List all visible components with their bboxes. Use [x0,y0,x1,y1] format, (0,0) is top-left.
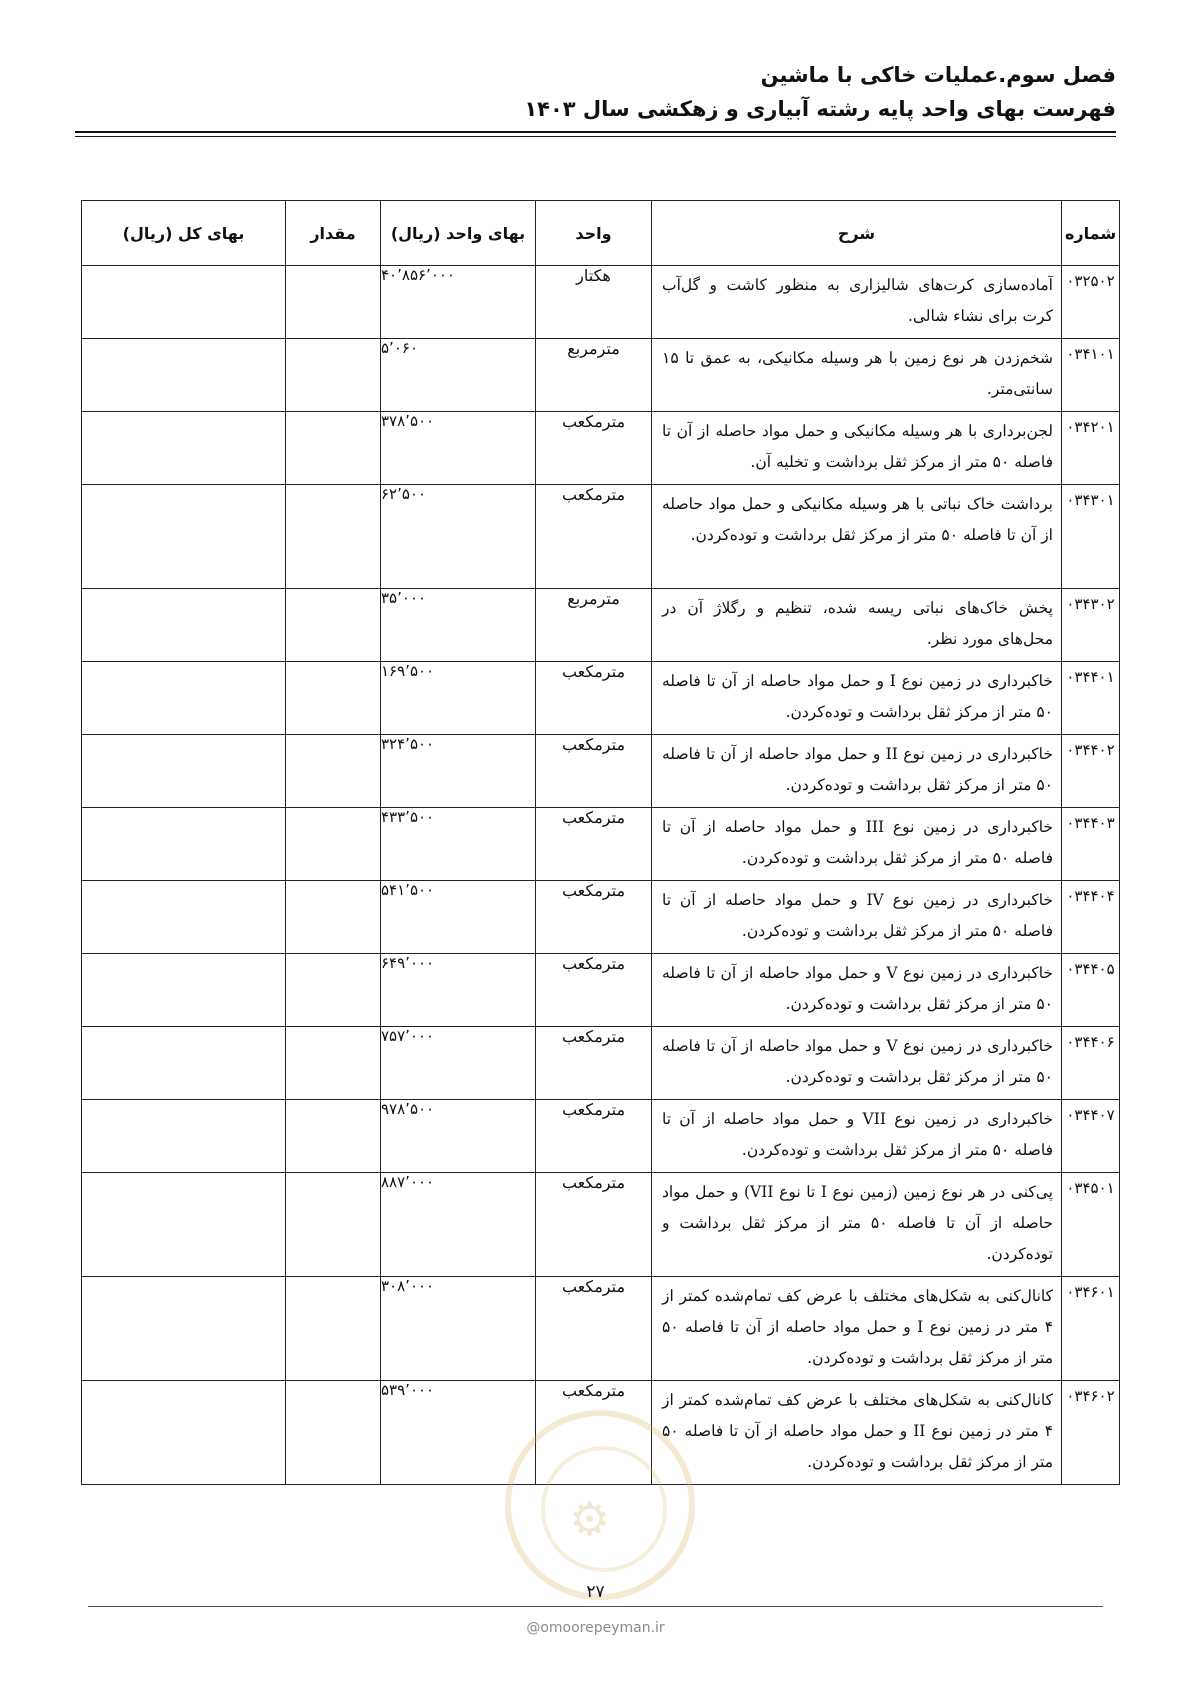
item-description: خاکبرداری در زمین نوع VII و حمل مواد حاصله از آن تا فاصله ۵۰ متر از مرکز ثقل برداشت و توده‌کردن. [652,1100,1062,1173]
item-quantity [286,589,381,662]
table-row [82,662,1120,735]
item-unit-price: ۴۰٬۸۵۶٬۰۰۰ [381,266,536,339]
table-row [82,589,1120,662]
table-row [82,1381,1120,1485]
item-total [82,412,286,485]
item-unit: مترمربع [536,339,652,412]
item-quantity [286,266,381,339]
item-quantity [286,412,381,485]
item-description: لجن‌برداری با هر وسیله مکانیکی و حمل مواد حاصله از آن تا فاصله ۵۰ متر از مرکز ثقل برداشت و تخلیه آن. [652,412,1062,485]
item-unit-price: ۳۰۸٬۰۰۰ [381,1277,536,1381]
item-code: ۰۳۴۱۰۱ [1062,339,1120,412]
item-total [82,1381,286,1485]
table-row [82,954,1120,1027]
item-quantity [286,1173,381,1277]
item-total [82,1027,286,1100]
item-description: برداشت خاک نباتی با هر وسیله مکانیکی و حمل مواد حاصله از آن تا فاصله ۵۰ متر از مرکز ثقل برداشت و توده‌کردن. [652,485,1062,589]
item-quantity [286,954,381,1027]
item-unit: مترمکعب [536,1100,652,1173]
item-total [82,266,286,339]
item-unit: مترمکعب [536,1381,652,1485]
item-quantity [286,339,381,412]
item-unit-price: ۳۵٬۰۰۰ [381,589,536,662]
column-header-code: شماره [1062,201,1120,266]
item-total [82,808,286,881]
column-header-total: بهای کل (ریال) [82,201,286,266]
item-unit: مترمکعب [536,1173,652,1277]
item-quantity [286,808,381,881]
column-header-description: شرح [652,201,1062,266]
item-description: خاکبرداری در زمین نوع II و حمل مواد حاصله از آن تا فاصله ۵۰ متر از مرکز ثقل برداشت و توده‌کردن. [652,735,1062,808]
item-description: خاکبرداری در زمین نوع I و حمل مواد حاصله از آن تا فاصله ۵۰ متر از مرکز ثقل برداشت و توده‌کردن. [652,662,1062,735]
item-unit: مترمربع [536,589,652,662]
gear-icon: ⚙ [569,1492,611,1546]
item-code: ۰۳۴۴۰۱ [1062,662,1120,735]
table-row [82,266,1120,339]
website-watermark: @omoorepeyman.ir [526,1620,665,1636]
table-row [82,881,1120,954]
item-quantity [286,881,381,954]
table-row [82,808,1120,881]
table-row [82,1027,1120,1100]
item-code: ۰۳۴۴۰۶ [1062,1027,1120,1100]
item-code: ۰۳۴۴۰۷ [1062,1100,1120,1173]
item-unit-price: ۹۷۸٬۵۰۰ [381,1100,536,1173]
item-description: خاکبرداری در زمین نوع V و حمل مواد حاصله از آن تا فاصله ۵۰ متر از مرکز ثقل برداشت و توده‌کردن. [652,954,1062,1027]
item-unit-price: ۶۴۹٬۰۰۰ [381,954,536,1027]
item-unit: مترمکعب [536,1277,652,1381]
header-rule-thin [75,136,1116,137]
column-header-unit: واحد [536,201,652,266]
table-header-row [82,201,1120,266]
table-row [82,1100,1120,1173]
footer-rule [88,1606,1103,1607]
item-unit-price: ۳۲۴٬۵۰۰ [381,735,536,808]
item-code: ۰۳۴۴۰۳ [1062,808,1120,881]
item-code: ۰۳۴۴۰۵ [1062,954,1120,1027]
item-unit: مترمکعب [536,735,652,808]
item-code: ۰۳۴۳۰۲ [1062,589,1120,662]
item-unit: هکتار [536,266,652,339]
chapter-title: فصل سوم.عملیات خاکی با ماشین [760,63,1116,87]
item-code: ۰۳۴۵۰۱ [1062,1173,1120,1277]
item-unit: مترمکعب [536,808,652,881]
item-unit-price: ۳۷۸٬۵۰۰ [381,412,536,485]
item-quantity [286,1381,381,1485]
item-unit-price: ۷۵۷٬۰۰۰ [381,1027,536,1100]
item-unit: مترمکعب [536,662,652,735]
item-unit-price: ۴۳۳٬۵۰۰ [381,808,536,881]
item-quantity [286,735,381,808]
table-row [82,412,1120,485]
item-unit-price: ۶۲٬۵۰۰ [381,485,536,589]
item-description: خاکبرداری در زمین نوع III و حمل مواد حاصله از آن تا فاصله ۵۰ متر از مرکز ثقل برداشت و توده‌کردن. [652,808,1062,881]
item-unit: مترمکعب [536,954,652,1027]
item-unit: مترمکعب [536,412,652,485]
item-unit-price: ۵۴۱٬۵۰۰ [381,881,536,954]
item-total [82,339,286,412]
item-description: پی‌کنی در هر نوع زمین (زمین نوع I تا نوع VII) و حمل مواد حاصله از آن تا فاصله ۵۰ متر از مرکز ثقل برداشت و توده‌کردن. [652,1173,1062,1277]
price-table [81,200,1120,1485]
item-unit: مترمکعب [536,1027,652,1100]
item-total [82,485,286,589]
item-total [82,1100,286,1173]
item-unit-price: ۱۶۹٬۵۰۰ [381,662,536,735]
item-quantity [286,1027,381,1100]
table-row [82,1173,1120,1277]
item-total [82,954,286,1027]
item-total [82,881,286,954]
item-unit-price: ۸۸۷٬۰۰۰ [381,1173,536,1277]
table-row [82,485,1120,589]
item-description: خاکبرداری در زمین نوع V و حمل مواد حاصله از آن تا فاصله ۵۰ متر از مرکز ثقل برداشت و توده‌کردن. [652,1027,1062,1100]
item-total [82,1277,286,1381]
item-total [82,1173,286,1277]
item-description: کانال‌کنی به شکل‌های مختلف با عرض کف تمام‌شده کمتر از ۴ متر در زمین نوع I و حمل مواد حاصله از آن تا فاصله ۵۰ متر از مرکز ثقل برداشت و توده‌کردن. [652,1277,1062,1381]
item-code: ۰۳۴۲۰۱ [1062,412,1120,485]
item-total [82,735,286,808]
header-rule-thick [75,131,1116,133]
item-unit: مترمکعب [536,485,652,589]
item-quantity [286,662,381,735]
item-description: پخش خاک‌های نباتی ریسه شده، تنظیم و رگلاژ آن در محل‌های مورد نظر. [652,589,1062,662]
item-unit-price: ۵٬۰۶۰ [381,339,536,412]
item-total [82,662,286,735]
page-number: ۲۷ [586,1582,605,1602]
item-description: خاکبرداری در زمین نوع IV و حمل مواد حاصله از آن تا فاصله ۵۰ متر از مرکز ثقل برداشت و توده‌کردن. [652,881,1062,954]
item-code: ۰۳۲۵۰۲ [1062,266,1120,339]
column-header-unit-price: بهای واحد (ریال) [381,201,536,266]
page-header [75,60,1116,124]
item-description: شخم‌زدن هر نوع زمین با هر وسیله مکانیکی، به عمق تا ۱۵ سانتی‌متر. [652,339,1062,412]
item-quantity [286,1277,381,1381]
table-row [82,735,1120,808]
table-row [82,1277,1120,1381]
table-row [82,339,1120,412]
item-description: آماده‌سازی کرت‌های شالیزاری به منظور کاشت و گل‌آب کرت برای نشاء شالی. [652,266,1062,339]
document-title: فهرست بهای واحد پایه رشته آبیاری و زهکشی سال ۱۴۰۳ [524,97,1116,121]
item-unit-price: ۵۳۹٬۰۰۰ [381,1381,536,1485]
item-code: ۰۳۴۴۰۴ [1062,881,1120,954]
item-quantity [286,1100,381,1173]
column-header-quantity: مقدار [286,201,381,266]
item-code: ۰۳۴۶۰۲ [1062,1381,1120,1485]
item-total [82,589,286,662]
item-code: ۰۳۴۳۰۱ [1062,485,1120,589]
item-unit: مترمکعب [536,881,652,954]
item-code: ۰۳۴۴۰۲ [1062,735,1120,808]
item-quantity [286,485,381,589]
item-description: کانال‌کنی به شکل‌های مختلف با عرض کف تمام‌شده کمتر از ۴ متر در زمین نوع II و حمل مواد حاصله از آن تا فاصله ۵۰ متر از مرکز ثقل برداشت و توده‌کردن. [652,1381,1062,1485]
item-code: ۰۳۴۶۰۱ [1062,1277,1120,1381]
